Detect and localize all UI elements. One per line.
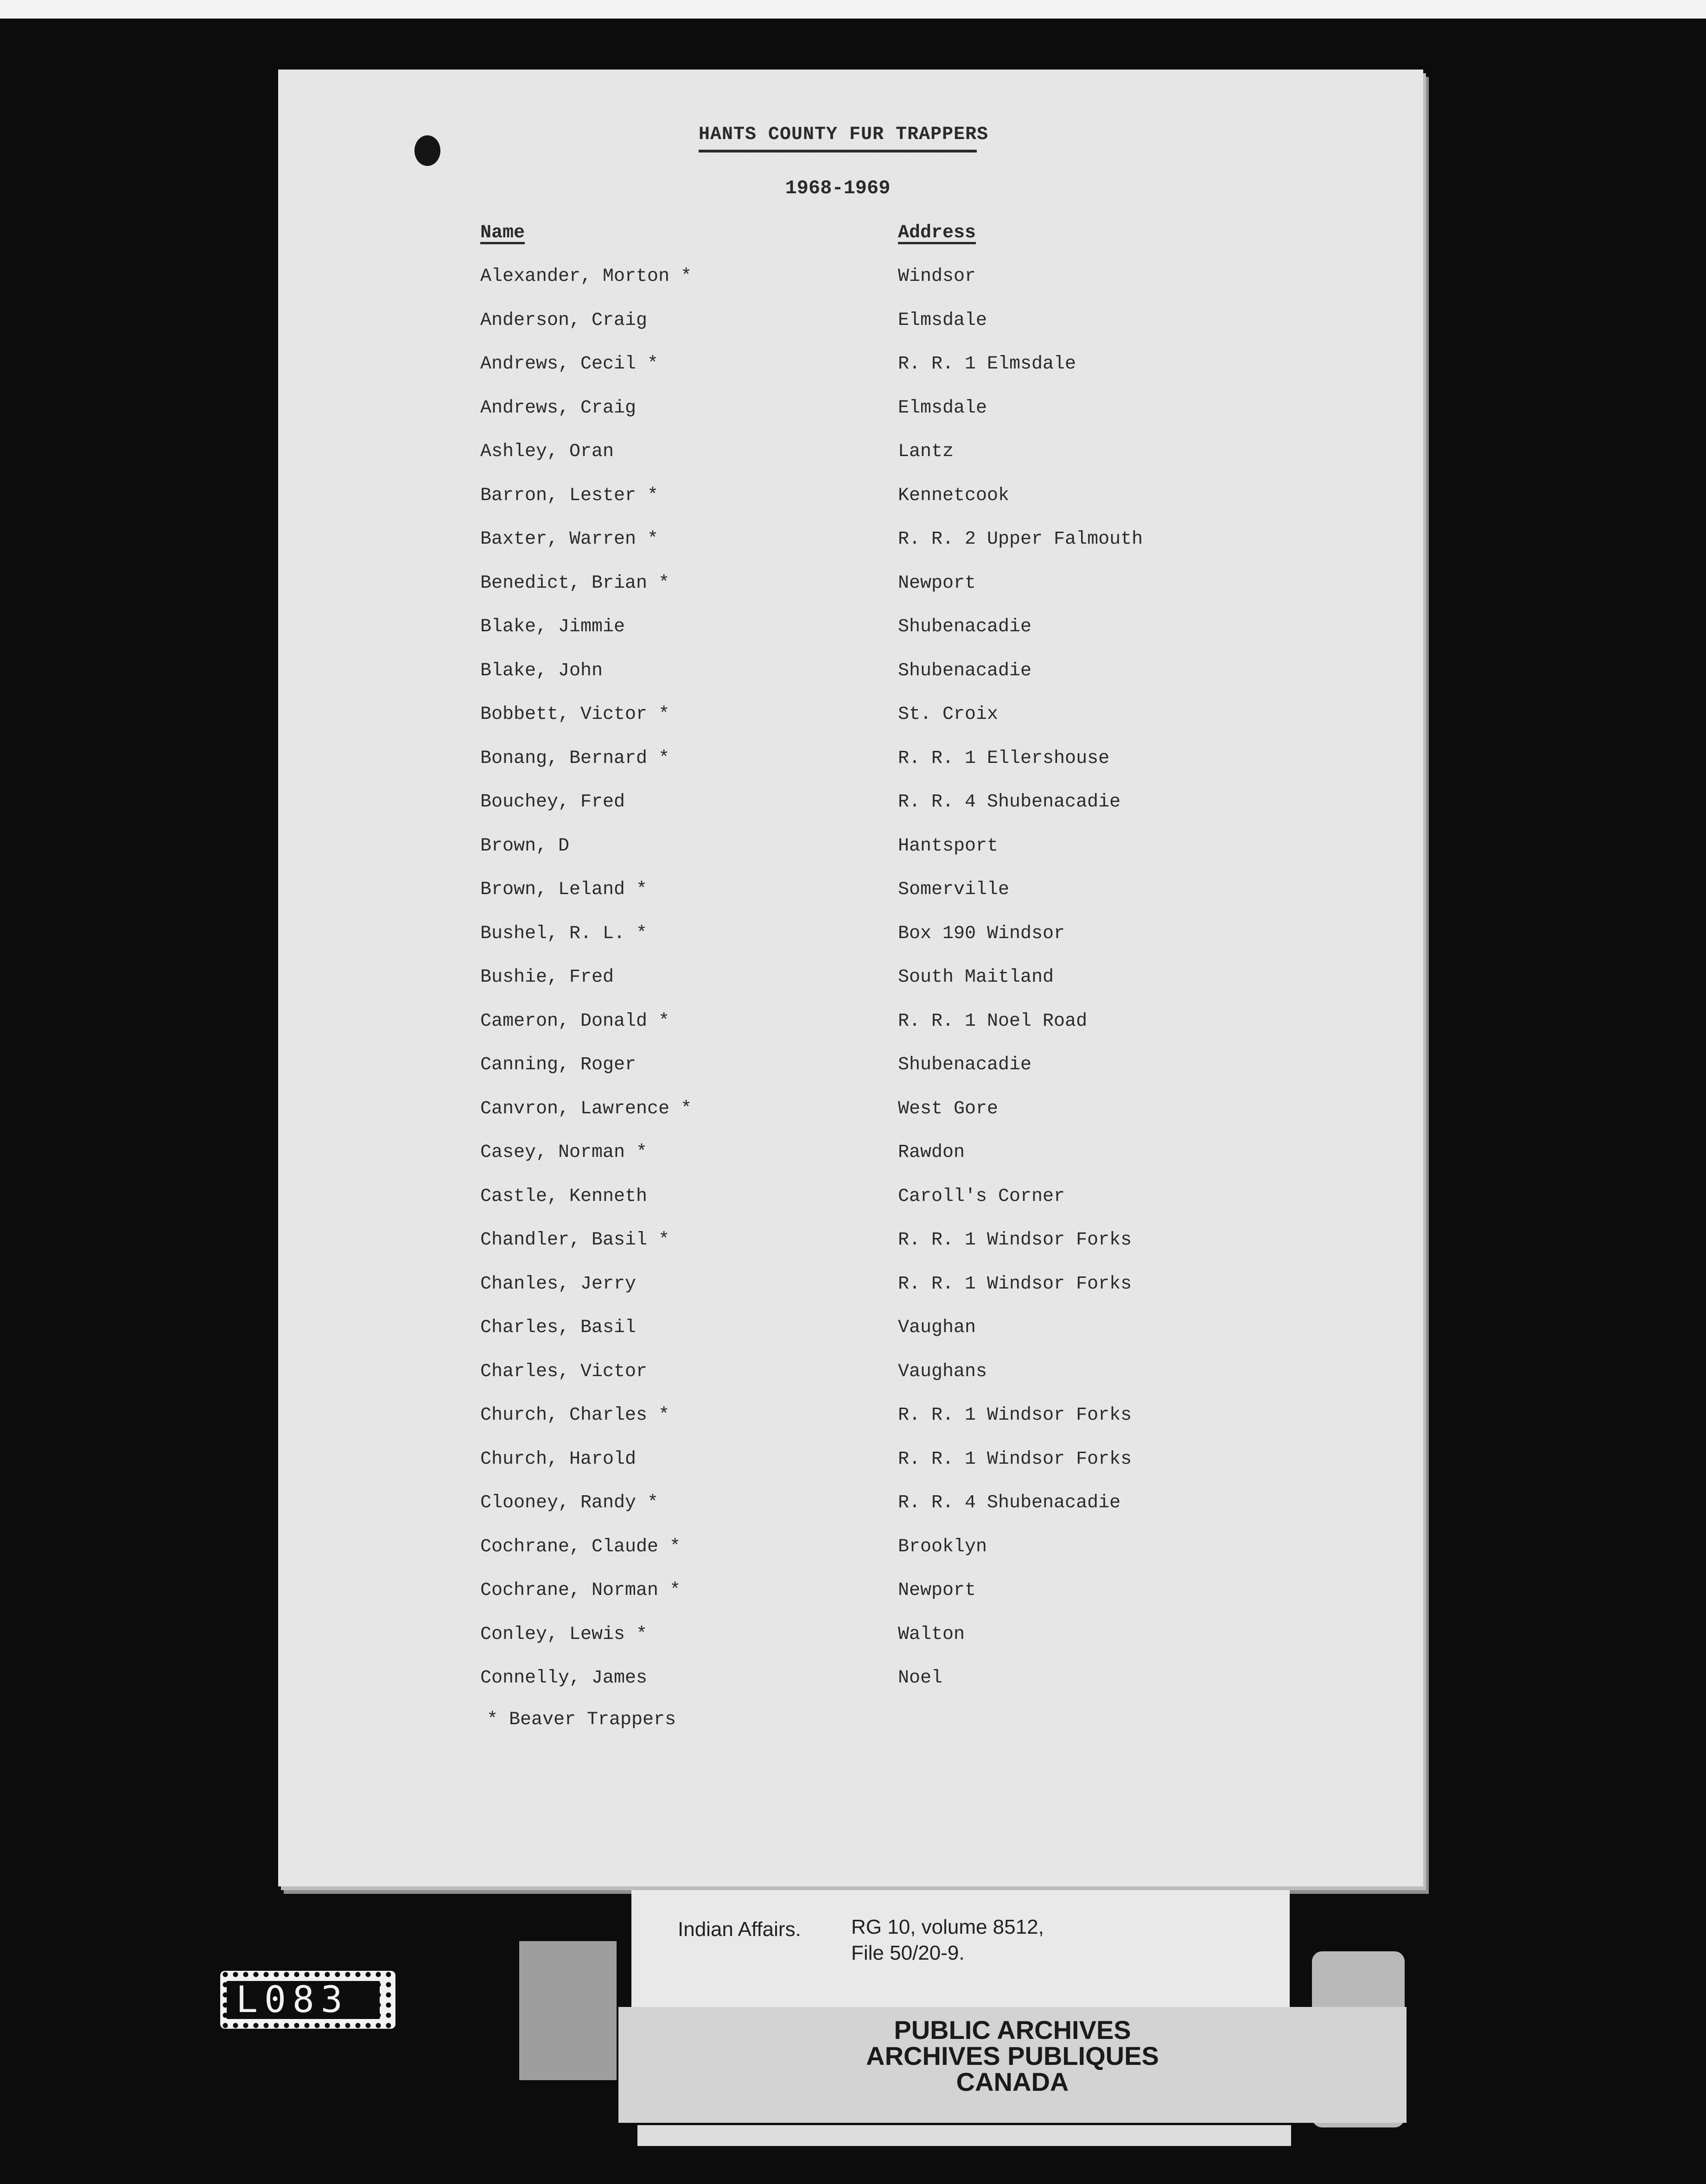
trapper-address: Box 190 Windsor [898,923,1065,944]
trapper-address: St. Croix [898,704,999,725]
trapper-name: Andrews, Cecil * [480,354,659,375]
trapper-address: Newport [898,572,976,594]
trapper-address: Newport [898,1580,976,1601]
trapper-name: Brown, Leland * [480,879,648,900]
trapper-address: Lantz [898,441,954,462]
trapper-address: Shubenacadie [898,660,1032,681]
card-backing [519,1941,617,2080]
archive-stamp [618,2007,1407,2123]
table-row [480,1361,1268,1389]
stamp-line-1: PUBLIC ARCHIVES [894,2015,1131,2044]
table-row [480,1098,1268,1126]
trapper-name: Castle, Kenneth [480,1186,648,1207]
trapper-name: Anderson, Craig [480,310,648,331]
trapper-name: Alexander, Morton * [480,266,692,287]
punch-hole [414,135,440,166]
trapper-name: Charles, Basil [480,1317,637,1338]
trapper-name: Ashley, Oran [480,441,614,462]
trapper-address: Noel [898,1668,943,1689]
trapper-name: Clooney, Randy * [480,1492,659,1513]
trapper-name: Blake, Jimmie [480,616,625,637]
film-frame-counter [220,1971,395,2029]
trapper-name: Bobbett, Victor * [480,704,670,725]
trapper-address: R. R. 4 Shubenacadie [898,1492,1121,1513]
table-row [480,1011,1268,1039]
trapper-name: Bushie, Fred [480,967,614,988]
trapper-name: Church, Charles * [480,1405,670,1426]
table-row [480,1668,1268,1695]
trapper-address: R. R. 1 Windsor Forks [898,1405,1132,1426]
trapper-name: Benedict, Brian * [480,572,670,594]
trapper-address: R. R. 1 Windsor Forks [898,1448,1132,1470]
trapper-name: Canning, Roger [480,1054,637,1075]
frame-number: L083 [236,1979,349,2021]
archive-reference-label [631,1890,1290,2010]
trapper-address: Vaughans [898,1361,987,1382]
reference-line-2: File 50/20-9. [851,1942,965,1964]
trapper-address: Rawdon [898,1142,965,1163]
trapper-address: Shubenacadie [898,1054,1032,1075]
footnote: * Beaver Trappers [487,1709,676,1730]
table-row [480,1274,1268,1302]
table-row [480,1580,1268,1608]
trapper-name: Cameron, Donald * [480,1010,670,1032]
trapper-name: Chandler, Basil * [480,1230,670,1251]
trapper-address: R. R. 1 Windsor Forks [898,1273,1132,1295]
trapper-address: Elmsdale [898,397,987,419]
table-row [480,485,1268,513]
trapper-name: Conley, Lewis * [480,1624,648,1645]
table-row [480,836,1268,863]
reference-text [851,1914,1044,1966]
table-row [480,704,1268,732]
table-row [480,266,1268,294]
trapper-name: Bonang, Bernard * [480,748,670,769]
trapper-address: Walton [898,1624,965,1645]
table-row [480,441,1268,469]
trapper-address: South Maitland [898,967,1054,988]
document-page [278,70,1423,1886]
table-row [480,1449,1268,1477]
table-row [480,1492,1268,1520]
table-row [480,1624,1268,1652]
table-row [480,923,1268,951]
table-row [480,1142,1268,1170]
trapper-name: Brown, D [480,835,570,857]
trapper-name: Charles, Victor [480,1361,648,1382]
trapper-address: Elmsdale [898,310,987,331]
label-bottom-strip [637,2125,1291,2146]
trapper-address: Shubenacadie [898,616,1032,637]
trapper-address: Somerville [898,879,1010,900]
archive-stamp-text [618,2017,1407,2095]
document-year: 1968-1969 [785,177,891,199]
trapper-address: Windsor [898,266,976,287]
table-row [480,967,1268,995]
trapper-address: R. R. 4 Shubenacadie [898,792,1121,813]
trapper-name: Church, Harold [480,1448,637,1470]
trapper-name: Bouchey, Fred [480,792,625,813]
trapper-address: West Gore [898,1098,999,1119]
table-row [480,529,1268,557]
trapper-name: Connelly, James [480,1668,648,1689]
film-top-edge [0,0,1706,19]
trapper-address: R. R. 1 Noel Road [898,1010,1088,1032]
frame-counter-window [227,1981,380,2019]
trapper-name: Cochrane, Norman * [480,1580,681,1601]
trapper-name: Andrews, Craig [480,397,637,419]
trapper-name: Casey, Norman * [480,1142,648,1163]
trapper-address: R. R. 1 Ellershouse [898,748,1110,769]
column-header-address: Address [898,222,976,243]
trapper-address: R. R. 1 Windsor Forks [898,1230,1132,1251]
trapper-name: Cochrane, Claude * [480,1536,681,1557]
trapper-address: R. R. 2 Upper Falmouth [898,529,1143,550]
trapper-address: Brooklyn [898,1536,987,1557]
table-row [480,1054,1268,1082]
trapper-name: Baxter, Warren * [480,529,659,550]
stamp-line-3: CANADA [956,2067,1069,2096]
trapper-name: Canvron, Lawrence * [480,1098,692,1119]
table-row [480,792,1268,819]
trapper-address: Vaughan [898,1317,976,1338]
table-row [480,1405,1268,1433]
table-row [480,310,1268,338]
trapper-address: R. R. 1 Elmsdale [898,354,1076,375]
table-row [480,1536,1268,1564]
column-header-name: Name [480,222,525,243]
stamp-line-2: ARCHIVES PUBLIQUES [866,2041,1159,2070]
table-row [480,748,1268,776]
reference-line-1: RG 10, volume 8512, [851,1916,1044,1938]
table-row [480,660,1268,688]
trapper-address: Hantsport [898,835,999,857]
trapper-address: Caroll's Corner [898,1186,1065,1207]
table-row [480,616,1268,644]
table-row [480,1230,1268,1257]
table-row [480,354,1268,381]
trapper-name: Bushel, R. L. * [480,923,648,944]
department-label: Indian Affairs. [678,1918,801,1941]
table-row [480,1186,1268,1214]
trapper-name: Chanles, Jerry [480,1273,637,1295]
document-title: HANTS COUNTY FUR TRAPPERS [699,124,977,152]
table-row [480,573,1268,601]
trapper-name: Barron, Lester * [480,485,659,506]
table-row [480,1317,1268,1345]
table-row [480,879,1268,907]
trapper-name: Blake, John [480,660,603,681]
table-row [480,398,1268,425]
trapper-address: Kennetcook [898,485,1010,506]
